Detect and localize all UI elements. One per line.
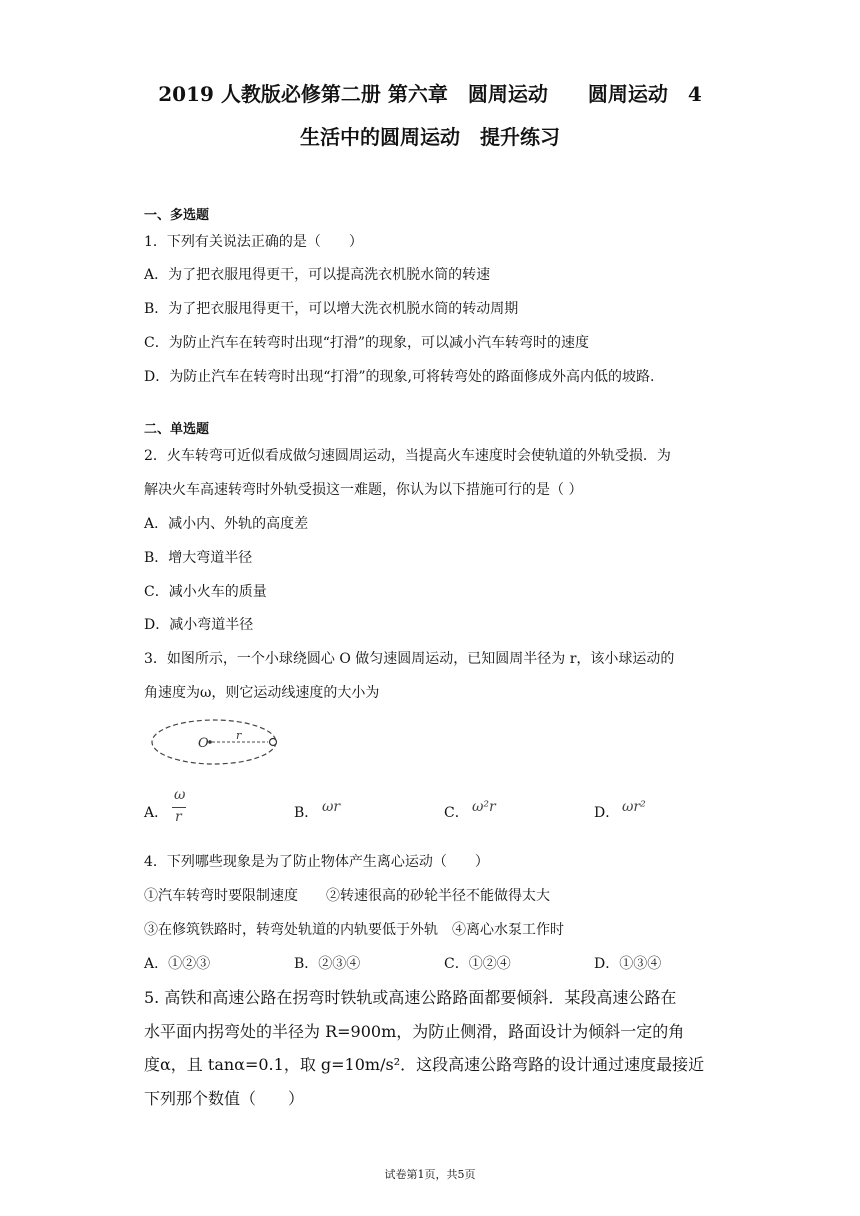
q3-option-d-label: D． — [594, 805, 620, 821]
q1-option-d: D．为防止汽车在转弯时出现“打滑”的现象,可将转弯处的路面修成外高内低的坡路. — [144, 369, 655, 385]
q4-items-line-1: ①汽车转弯时要限制速度 ②转速很高的砂轮半径不能做得太大 — [144, 888, 550, 904]
q3-stem-line-2: 角速度为ω，则它运动线速度的大小为 — [144, 685, 380, 701]
q5-line-2: 水平面内拐弯处的半径为 R=900m，为防止侧滑，路面设计为倾斜一定的角 — [144, 1022, 685, 1041]
center-point — [208, 740, 212, 744]
q3-stem-line-1: 3．如图所示，一个小球绕圆心 O 做匀速圆周运动，已知圆周半径为 r，该小球运动的 — [144, 651, 675, 667]
q3-option-c-label: C． — [444, 805, 469, 821]
q4-option-d: D．①③④ — [594, 956, 662, 972]
q1-option-c: C．为防止汽车在转弯时出现“打滑”的现象，可以减小汽车转弯时的速度 — [144, 335, 590, 351]
section-heading-single-choice: 二、单选题 — [144, 422, 210, 437]
q3-option-c-expr: ω²r — [472, 799, 496, 815]
q2-stem-line-1: 2．火车转弯可近似看成做匀速圆周运动，当提高火车速度时会使轨道的外轨受损．为 — [144, 448, 671, 464]
q4-option-a: A．①②③ — [144, 956, 211, 972]
q3-option-b-expr: ωr — [322, 799, 341, 815]
q4-items-line-2: ③在修筑铁路时，转弯处轨道的内轨要低于外轨 ④离心水泵工作时 — [144, 922, 564, 938]
q5-line-1: 5. 高铁和高速公路在拐弯时铁轨或高速公路路面都要倾斜．某段高速公路在 — [144, 988, 677, 1007]
title-line-2: 生活中的圆周运动 提升练习 — [300, 125, 560, 149]
radius-label: r — [236, 729, 242, 742]
q1-option-a: A．为了把衣服甩得更干，可以提高洗衣机脱水筒的转速 — [144, 267, 491, 283]
ball — [270, 739, 277, 746]
q1-option-b: B．为了把衣服甩得更干，可以增大洗衣机脱水筒的转动周期 — [144, 301, 519, 317]
title-line-1: 2019 人教版必修第二册 第六章 圆周运动 圆周运动 4 — [158, 82, 702, 106]
page-footer: 试卷第1页，共5页 — [384, 1168, 476, 1181]
q4-option-b: B．②③④ — [294, 956, 361, 972]
q5-line-4: 下列那个数值（ ） — [144, 1089, 305, 1108]
q2-option-a: A．减小内、外轨的高度差 — [144, 516, 309, 532]
q4-option-c: C．①②④ — [444, 956, 511, 972]
q2-stem-line-2: 解决火车高速转弯时外轨受损这一难题，你认为以下措施可行的是（ ） — [144, 482, 583, 498]
q2-option-b: B．增大弯道半径 — [144, 550, 253, 566]
q3-option-b-label: B． — [294, 805, 319, 821]
q3-option-a-numerator: ω — [174, 787, 186, 803]
q2-option-c: C．减小火车的质量 — [144, 584, 267, 600]
circular-motion-figure — [148, 718, 288, 770]
q1-stem: 1．下列有关说法正确的是（ ） — [144, 234, 363, 250]
q3-option-a-denominator: r — [175, 809, 182, 825]
q5-line-3: 度α，且 tanα=0.1，取 g=10m/s²．这段高速公路弯路的设计通过速度最接近 — [144, 1055, 705, 1074]
q4-stem: 4．下列哪些现象是为了防止物体产生离心运动（ ） — [144, 854, 489, 870]
section-heading-multiple-choice: 一、多选题 — [144, 208, 210, 223]
center-label: O — [198, 736, 209, 751]
fraction-bar — [172, 807, 186, 808]
q2-option-d: D．减小弯道半径 — [144, 617, 254, 633]
q3-option-d-expr: ωr² — [622, 799, 646, 815]
q3-option-a-label: A． — [144, 805, 169, 821]
